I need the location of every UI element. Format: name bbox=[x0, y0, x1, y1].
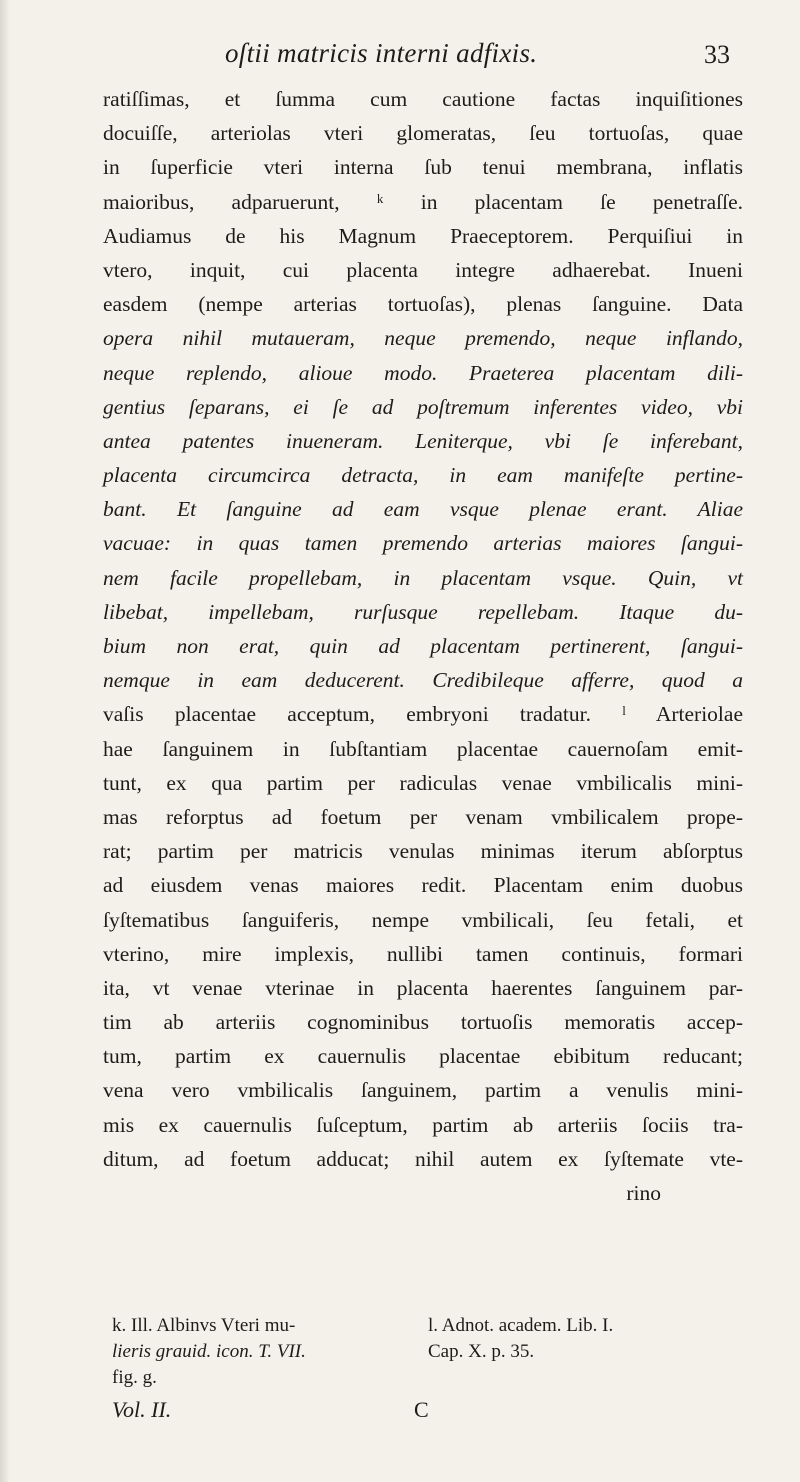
text-line: bant. Et ſanguine ad eam vsque plenae erant. Aliae bbox=[103, 497, 743, 522]
text-line: ad eiusdem venas maiores redit. Placentam enim duobus bbox=[103, 873, 743, 898]
text-line: vterino, mire implexis, nullibi tamen continuis, formari bbox=[103, 941, 743, 966]
text-line: vena vero vmbilicalis ſanguinem, partim a venulis mini- bbox=[103, 1078, 743, 1103]
text-line: ita, vt venae vterinae in placenta haerentes ſanguinem par- bbox=[103, 975, 743, 1000]
text-line: ratiſſimas, et ſumma cum cautione factas inquiſitiones bbox=[103, 87, 743, 111]
text-line: mis ex cauernulis ſuſceptum, partim ab arteriis ſociis tra- bbox=[103, 1112, 743, 1137]
signature-row bbox=[112, 1397, 752, 1425]
text-line: Audiamus de his Magnum Praeceptorem. Perquiſiui in bbox=[103, 223, 743, 248]
text-line: libebat, impellebam, rurſusque repellebam. Itaque du- bbox=[103, 599, 743, 624]
body-text bbox=[103, 82, 743, 1210]
footnote-l-line: Cap. X. p. 35. bbox=[428, 1341, 535, 1362]
text-line: vtero, inquit, cui placenta integre adhaerebat. Inueni bbox=[103, 257, 743, 282]
text-line: in ſuperficie vteri interna ſub tenui membrana, inflatis bbox=[103, 155, 743, 180]
text-line: tunt, ex qua partim per radiculas venae vmbilicalis mini- bbox=[103, 770, 743, 795]
text-line: maioribus, adparuerunt, ᵏ in placentam ſe penetraſſe. bbox=[103, 189, 743, 214]
text-line: ditum, ad foetum adducat; nihil autem ex ſyſtemate vte- bbox=[103, 1146, 743, 1171]
text-line: vacuae: in quas tamen premendo arterias maiores ſangui- bbox=[103, 531, 743, 556]
text-line: nem facile propellebam, in placentam vsque. Quin, vt bbox=[103, 565, 743, 590]
running-title: oſtii matricis interni adfixis. bbox=[225, 38, 538, 68]
text-line: nemque in eam deducerent. Credibileque afferre, quod a bbox=[103, 668, 743, 693]
text-line: easdem (nempe arterias tortuoſas), plenas ſanguine. Data bbox=[103, 292, 743, 317]
footnote-k-line: fig. g. bbox=[112, 1367, 157, 1388]
footnotes bbox=[112, 1313, 752, 1391]
text-line: gentius ſeparans, ei ſe ad poſtremum inferentes video, vbi bbox=[103, 394, 743, 419]
footnote-row bbox=[112, 1339, 752, 1365]
footnote-l-line: l. Adnot. academ. Lib. I. bbox=[428, 1315, 614, 1336]
running-head bbox=[130, 38, 730, 78]
catchword: rino bbox=[626, 1181, 661, 1205]
text-line: antea patentes inueneram. Leniterque, vbi ſe inferebant, bbox=[103, 428, 743, 453]
text-line: ſyſtematibus ſanguiferis, nempe vmbilicali, ſeu fetali, et bbox=[103, 907, 743, 932]
footnote-row bbox=[112, 1365, 752, 1391]
text-line: tim ab arteriis cognominibus tortuoſis memoratis accep- bbox=[103, 1010, 743, 1035]
text-line: hae ſanguinem in ſubſtantiam placentae cauernoſam emit- bbox=[103, 736, 743, 761]
page-number: 33 bbox=[704, 40, 730, 69]
footnote-row bbox=[112, 1313, 752, 1339]
text-line: vaſis placentae acceptum, embryoni tradatur. ˡ Arteriolae bbox=[103, 702, 743, 727]
footnote-empty bbox=[412, 1365, 752, 1391]
text-line: rat; partim per matricis venulas minimas iterum abſorptus bbox=[103, 839, 743, 864]
text-line: opera nihil mutaueram, neque premendo, neque inflando, bbox=[103, 326, 743, 351]
text-line: bium non erat, quin ad placentam pertinerent, ſangui- bbox=[103, 634, 743, 658]
volume-mark: Vol. II. bbox=[112, 1397, 172, 1422]
text-line: docuiſſe, arteriolas vteri glomeratas, ſeu tortuoſas, quae bbox=[103, 121, 743, 146]
text-line: neque replendo, alioue modo. Praeterea placentam dili- bbox=[103, 360, 743, 385]
signature-mark: C bbox=[414, 1397, 429, 1422]
text-line: mas reforptus ad foetum per venam vmbilicalem prope- bbox=[103, 804, 743, 829]
page-gutter-shadow bbox=[0, 0, 10, 1482]
footnote-k-line: lieris grauid. icon. T. VII. bbox=[112, 1341, 306, 1362]
text-line: tum, partim ex cauernulis placentae ebibitum reducant; bbox=[103, 1044, 743, 1069]
footnote-k-line: k. Ill. Albinvs Vteri mu- bbox=[112, 1315, 296, 1336]
text-line: placenta circumcirca detracta, in eam manifeſte pertine- bbox=[103, 463, 743, 488]
